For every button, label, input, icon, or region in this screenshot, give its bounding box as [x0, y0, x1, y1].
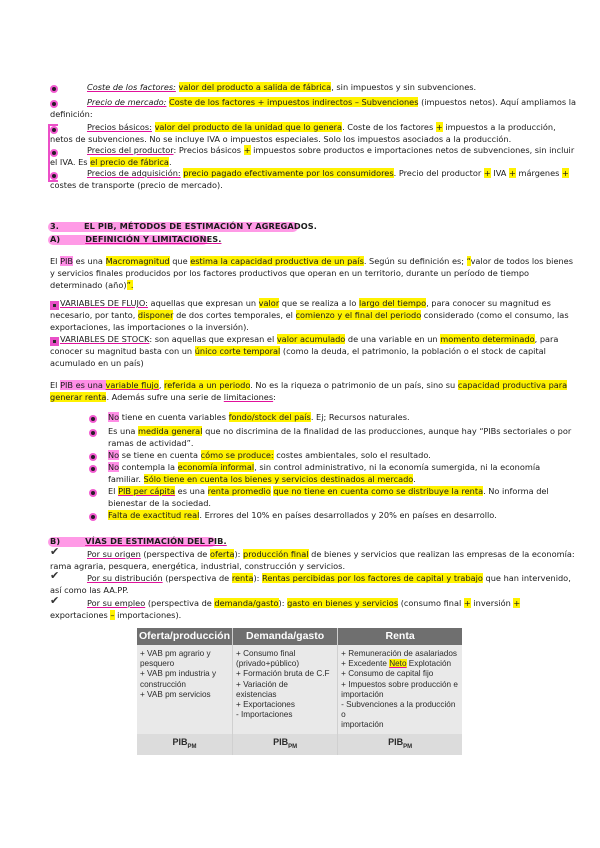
text: que no discrimina de la finalidad de las producciones, aunque hay “PIBs sectoriales o por: [202, 426, 572, 436]
term-label: Por su distribución: [87, 573, 163, 583]
limitation-5: [108, 486, 549, 498]
bullet-icon: [89, 415, 97, 423]
highlight: oferta: [209, 549, 235, 559]
subsection-a-heading: [50, 234, 221, 246]
cell-text: existencias: [236, 689, 277, 699]
highlight: referida a un periodo: [164, 380, 251, 390]
via-empleo-cont: [50, 610, 181, 622]
term-label: VARIABLES DE FLUJO:: [60, 298, 148, 308]
highlight: fondo/stock del país: [228, 412, 311, 422]
text: ):: [234, 549, 244, 559]
section-title: EL PIB, MÉTODOS DE ESTIMACIÓN Y AGREGADOS.: [83, 221, 317, 231]
cell-text: + Excedente: [341, 659, 390, 669]
text: de una variable en un: [345, 334, 441, 344]
checkmark-icon: ✔: [50, 545, 60, 558]
term-label: VARIABLES DE STOCK: [60, 334, 150, 344]
cell-text: importación: [341, 689, 384, 699]
highlight: ”.: [126, 280, 134, 290]
text: exportaciones, las importaciones o la inversión).: [50, 322, 249, 332]
text: (consumo final: [398, 598, 464, 608]
highlight: +: [243, 145, 251, 155]
text: exportaciones: [50, 610, 111, 620]
limitation-1: [108, 412, 410, 424]
text: . No informa del: [483, 486, 549, 496]
text: se tiene en cuenta: [119, 450, 201, 460]
bullet-precio-mercado: [87, 97, 576, 109]
text: inversión: [470, 598, 514, 608]
flow-paragraph-line-1: [50, 380, 567, 392]
text: familiar.: [108, 474, 144, 484]
highlight: valor: [258, 298, 280, 308]
highlight: Rentas percibidas por los factores de capital y trabajo: [262, 573, 483, 583]
text: (perspectiva de: [145, 598, 215, 608]
highlight: momento determinado: [440, 334, 535, 344]
term-label: Por su origen: [87, 549, 141, 559]
text: valor de todos los bienes: [470, 256, 573, 266]
subscript: PM: [403, 743, 413, 750]
highlight: No: [108, 412, 120, 422]
highlight: PIB: [60, 256, 74, 266]
subscript: PM: [187, 743, 197, 750]
text: acumulado en un país): [50, 358, 144, 368]
bullet-coste-factores: [87, 82, 476, 94]
pib-estimation-table: [137, 628, 462, 755]
highlight: Macromagnitud: [105, 256, 170, 266]
bullet-precios-productor: [87, 145, 574, 157]
table-header: Renta: [338, 628, 462, 645]
term-label: Precios del productor: [87, 145, 174, 155]
text: ,: [158, 380, 165, 390]
text: El: [50, 380, 61, 390]
cell-text: + Remuneración de asalariados: [341, 649, 458, 658]
text: de bienes y servicios que realizan las empresas de la economía:: [308, 549, 575, 559]
cell-text: + Consumo de capital fijo: [341, 669, 434, 679]
cell-text: + Variación de: [236, 679, 288, 689]
highlight: largo del tiempo: [358, 298, 427, 308]
table-footer-cell: [338, 734, 462, 755]
highlight: +: [435, 122, 443, 132]
subsection-b-heading: [50, 536, 227, 548]
cell-text: + Formación bruta de C.F: [236, 669, 330, 679]
text: bienestar de la sociedad.: [108, 498, 212, 508]
cell-text: + Exportaciones: [236, 700, 295, 710]
subscript: PM: [288, 743, 298, 750]
limitation-3: [108, 450, 431, 462]
highlight: No: [108, 462, 120, 472]
highlight: +: [513, 598, 521, 608]
checkmark-icon: ✔: [50, 569, 60, 582]
text: IVA: [490, 168, 509, 178]
text: impuestos sobre productos e importaciones netos de subvenciones, sin incluir: [250, 145, 575, 155]
cell-text: importación: [341, 720, 384, 730]
checkbox-icon: [50, 301, 59, 310]
text-line: [50, 157, 172, 169]
text: (impuestos netos). Aquí ampliamos la: [418, 97, 577, 107]
text: importaciones: [114, 610, 176, 620]
highlight: PIB per cápita: [118, 486, 176, 496]
highlight: +: [562, 168, 569, 178]
text: . Además sufre una serie de: [106, 392, 224, 402]
text: márgenes: [515, 168, 563, 178]
term-label: Precios de adquisición:: [87, 168, 181, 178]
highlight: –: [110, 610, 115, 620]
text: que han intervenido,: [482, 573, 571, 583]
highlight: PIB es una: [60, 380, 106, 390]
text: el IVA. Es: [50, 157, 91, 167]
definition-line-1: [50, 256, 573, 268]
highlight: generar renta: [50, 392, 107, 402]
highlight: Falta de exactitud real: [108, 510, 200, 520]
highlight: cómo se produce:: [200, 450, 274, 460]
stock-line-1: [60, 334, 558, 346]
highlight: economía informal: [177, 462, 255, 472]
section-number: A): [50, 234, 61, 244]
text: es una: [175, 486, 208, 496]
bullet-icon: [89, 453, 97, 461]
text: : son aquellas que expresan el: [149, 334, 277, 344]
checkbox-icon: [50, 337, 59, 346]
text: . Coste de los factores: [342, 122, 436, 132]
text: ramas de actividad”.: [108, 438, 194, 448]
cell-text: (privado+público): [236, 659, 300, 669]
text: El: [50, 256, 61, 266]
highlight: capacidad productiva para: [457, 380, 568, 390]
highlight: disponer: [137, 310, 174, 320]
highlight: valor del producto a salida de fábrica: [178, 82, 332, 92]
text: . Según su definición es;: [363, 256, 467, 266]
highlight: Sólo tiene en cuenta los bienes y servicios destinados al mercado: [143, 474, 414, 484]
demanda-cell: [233, 645, 338, 734]
text: . Precio del productor: [393, 168, 484, 178]
limitation-4: [108, 462, 540, 474]
oferta-cell: [137, 645, 233, 734]
text: . No es la riqueza o patrimonio de un país, sino su: [250, 380, 458, 390]
renta-cell: [338, 645, 462, 734]
highlight: demanda/gasto: [214, 598, 279, 608]
text: tiene en cuenta variables: [119, 412, 229, 422]
definition-line-3: [50, 280, 133, 292]
bullet-icon: [50, 172, 58, 180]
text: (como la deuda, el patrimonio, la población o el stock de capital: [280, 346, 546, 356]
text: (perspectiva de: [140, 549, 210, 559]
highlight: “: [466, 256, 471, 266]
bullet-icon: [89, 465, 97, 473]
text: El: [108, 486, 119, 496]
term-label: Por su empleo: [87, 598, 146, 608]
text: ):: [253, 573, 263, 583]
highlight: comienzo y el final del periodo: [295, 310, 422, 320]
cell-text: Explotación: [406, 659, 452, 669]
bullet-icon: [89, 489, 97, 497]
cell-text: + VAB pm servicios: [140, 689, 211, 699]
text: costes de transporte (precio de mercado).: [50, 180, 223, 190]
text: así como las AA.PP.: [50, 585, 129, 595]
highlight: único corte temporal: [194, 346, 281, 356]
cell-text: PIB: [273, 736, 289, 747]
text: , para: [534, 334, 559, 344]
section-3-heading: [50, 221, 317, 233]
text: , sin impuestos y sin subvenciones.: [331, 82, 477, 92]
via-distribucion: [87, 573, 571, 585]
text: y servicios finales producidos por los factores productivos que operan en un territorio, durante un período de tiempo: [50, 268, 530, 278]
bullet-precios-basicos: [87, 122, 556, 134]
bullet-icon: [89, 429, 97, 437]
highlight: valor acumulado: [276, 334, 346, 344]
limitation-6: [108, 510, 497, 522]
cell-text: + VAB pm industria y: [140, 669, 217, 679]
section-number: B): [50, 536, 61, 546]
highlight: renta: [231, 573, 254, 583]
cell-text: + Consumo final: [236, 649, 296, 658]
text: conocer su magnitud basta con un: [50, 346, 195, 356]
bullet-icon: [89, 513, 97, 521]
bullet-icon: [50, 149, 58, 157]
text: :: [273, 392, 276, 402]
via-origen: [87, 549, 575, 561]
text: que: [169, 256, 191, 266]
table-header: Demanda/gasto: [233, 628, 338, 645]
text: .: [168, 157, 172, 167]
highlight: producción final: [243, 549, 309, 559]
text: . Errores del 10% en países desarrollados y 20% en países en desarrollo.: [199, 510, 497, 520]
highlight: medida general: [138, 426, 203, 436]
highlight: el precio de fábrica: [90, 157, 169, 167]
highlight: precio pagado efectivamente por los consumidores: [183, 168, 394, 178]
text: necesario, por tanto,: [50, 310, 138, 320]
cell-text: pesquero: [140, 659, 175, 669]
text: : Precios básicos: [173, 145, 244, 155]
limitation-2: [108, 426, 571, 438]
text: rama agraria, pesquera, energética, industrial, construcción y servicios.: [50, 561, 346, 571]
flujo-line-2: [50, 310, 569, 322]
text: considerado (como el consumo, las: [421, 310, 569, 320]
term-label: Precio de mercado:: [87, 97, 167, 107]
text: definición:: [50, 109, 93, 119]
cell-text: PIB: [172, 736, 188, 747]
highlight: Neto: [389, 659, 407, 669]
cell-text-line: [341, 659, 459, 669]
table-footer-cell: [233, 734, 338, 755]
text: ).: [175, 610, 182, 620]
table-header: Oferta/producción: [137, 628, 233, 645]
highlight: +: [509, 168, 516, 178]
section-title: VÍAS DE ESTIMACIÓN DEL PIB.: [85, 536, 227, 546]
via-empleo: [87, 598, 520, 610]
highlight: renta promedio: [207, 486, 271, 496]
section-title: DEFINICIÓN Y LIMITACIONES.: [85, 234, 222, 244]
text: impuestos a la producción,: [442, 122, 556, 132]
highlight: Coste de los factores + impuestos indirectos – Subvenciones: [169, 97, 419, 107]
cell-text: - Importaciones: [236, 710, 293, 720]
section-number: 3.: [50, 221, 60, 231]
text: determinado (año): [50, 280, 127, 290]
stock-line-2: [50, 346, 546, 358]
bullet-icon: [50, 85, 58, 93]
bullet-precios-adquisicion: [87, 168, 569, 180]
underlined-term: limitaciones: [223, 392, 274, 402]
flujo-line-1: [60, 298, 551, 310]
text: es una: [73, 256, 106, 266]
highlight: +: [463, 598, 471, 608]
cell-text: + VAB pm agrario y: [140, 649, 211, 658]
cell-text: PIB: [388, 736, 404, 747]
text: , sin control administrativo, ni la economía sumergida, ni la economía: [254, 462, 541, 472]
highlight: +: [483, 168, 491, 178]
highlight: estima la capacidad productiva de un país: [190, 256, 364, 266]
bullet-icon: [50, 100, 58, 108]
limitation-4-cont: [108, 474, 416, 486]
highlight: variable flujo: [105, 380, 159, 390]
term-label: Precios básicos:: [87, 122, 152, 132]
cell-text: + Impuestos sobre producción e: [341, 679, 458, 689]
cell-text: - Subvenciones a la producción o: [341, 700, 456, 720]
text: . Ej; Recursos naturales.: [310, 412, 410, 422]
checkmark-icon: ✔: [50, 594, 60, 607]
text: Es una: [108, 426, 139, 436]
text: .: [413, 474, 416, 484]
highlight: que no tiene en cuenta como se distribuye la renta: [273, 486, 484, 496]
text: , para conocer su magnitud es: [426, 298, 551, 308]
text: aquellas que expresan un: [147, 298, 259, 308]
highlight: gasto en bienes y servicios: [287, 598, 399, 608]
cell-text: construcción: [140, 679, 186, 689]
text: netos de subvenciones. No se incluye IVA o impuestos especiales. Solo los impuestos asociados a la producción.: [50, 134, 512, 144]
table-footer-cell: [137, 734, 233, 755]
text: ):: [278, 598, 288, 608]
flow-paragraph-line-2: [50, 392, 276, 404]
highlight: valor del producto de la unidad que lo genera: [154, 122, 343, 132]
term-label: Coste de los factores:: [87, 82, 176, 92]
bullet-icon: [50, 126, 58, 134]
text: de dos cortes temporales, el: [173, 310, 296, 320]
text: contempla la: [119, 462, 178, 472]
text: que se realiza a lo: [279, 298, 359, 308]
text: (perspectiva de: [162, 573, 232, 583]
highlight: No: [108, 450, 120, 460]
text: costes ambientales, solo el resultado.: [273, 450, 431, 460]
